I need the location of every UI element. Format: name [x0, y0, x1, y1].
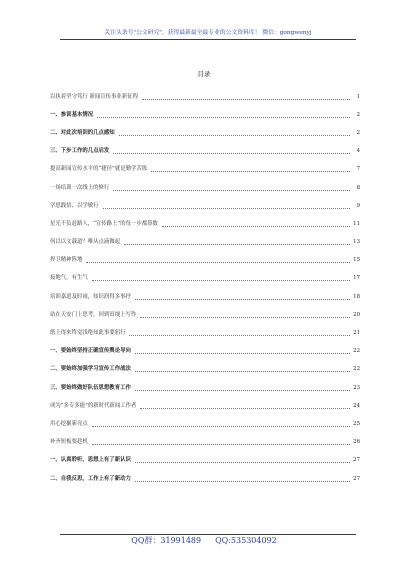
footer-qq-group: QQ群：31991489 [131, 536, 202, 545]
toc-entry-page: 22 [353, 366, 360, 373]
toc-entry-title: 一、要始终坚持正确宣传舆论导向 [50, 348, 131, 355]
toc-entry-page: 27 [353, 457, 360, 464]
toc-dot-leader [97, 117, 350, 118]
toc-entry-title: 二、要始终加强学习宣传工作战法 [50, 366, 131, 373]
toc-entry-title: 一、参训基本情况 [50, 111, 94, 118]
toc-entry-title: 二、对此次培训的几点感知 [50, 129, 115, 136]
table-of-contents [50, 88, 360, 488]
toc-entry[interactable] [50, 270, 360, 288]
footer-qq: QQ:535304092 [215, 536, 277, 545]
toc-entry[interactable] [50, 234, 360, 252]
toc-entry[interactable] [50, 288, 360, 306]
toc-dot-leader [92, 426, 350, 427]
toc-entry[interactable] [50, 361, 360, 379]
toc-entry-title: 接地气，有生气 [50, 275, 88, 282]
toc-entry[interactable] [50, 179, 360, 197]
toc-entry-page: 24 [353, 402, 360, 409]
toc-entry-title: 捍卫精神阵地 [50, 257, 83, 264]
toc-dot-leader [129, 335, 350, 336]
toc-dot-leader [92, 280, 350, 281]
toc-entry[interactable] [50, 161, 360, 179]
toc-entry[interactable] [50, 197, 360, 215]
toc-entry[interactable] [50, 324, 360, 342]
toc-entry-title: 二、自我反思，工作上有了新动力 [50, 475, 131, 482]
toc-dot-leader [135, 299, 350, 300]
toc-dot-leader [135, 481, 350, 482]
toc-entry[interactable] [50, 252, 360, 270]
toc-entry-title: 用心挖掘新亮点 [50, 420, 88, 427]
toc-entry-page: 25 [353, 420, 360, 427]
toc-entry-title: 纸上得来终觉浅绝知此事要躬行 [50, 330, 126, 337]
toc-dot-leader [135, 462, 350, 463]
toc-entry-page: 22 [353, 348, 360, 355]
toc-entry[interactable] [50, 434, 360, 452]
toc-entry-page: 1 [356, 93, 360, 100]
toc-entry-title: 一、认真聆听，思想上有了新认识 [50, 457, 131, 464]
toc-entry[interactable] [50, 215, 360, 233]
toc-dot-leader [119, 135, 350, 136]
toc-entry-page: 9 [356, 202, 360, 209]
toc-dot-leader [140, 317, 350, 318]
toc-dot-leader [151, 171, 350, 172]
header-divider [60, 39, 356, 40]
toc-dot-leader [135, 390, 350, 391]
toc-entry-title: 何以以文载道？唯从点滴做起 [50, 239, 121, 246]
header-banner: 关注头条号"公文研究"，获得最新最全最专业的公文资料库！ 微信：gongwenyj [104, 30, 312, 36]
toc-entry[interactable] [50, 143, 360, 161]
toc-dot-leader [135, 371, 350, 372]
toc-entry-page: 11 [353, 220, 360, 227]
toc-entry-title: 学思践悟、以学敏行 [50, 202, 99, 209]
footer-divider [60, 534, 356, 535]
toc-entry-title: 星光不负赶路人，“宣传路上”的每一步都算数 [50, 220, 158, 227]
toc-entry-title: 站在天安门上思考，回到田埂上写作 [50, 311, 137, 318]
toc-entry-page: 23 [353, 384, 360, 391]
toc-entry[interactable] [50, 470, 360, 488]
toc-entry[interactable] [50, 415, 360, 433]
toc-entry-title: 成为“多专多能”的新时代新闻工作者 [50, 402, 137, 409]
toc-dot-leader [142, 99, 350, 100]
footer [0, 536, 408, 546]
toc-entry-title: 一场培训一次线上的修行 [50, 184, 110, 191]
toc-dot-leader [140, 408, 350, 409]
toc-entry-title: 以执着坚守笃行 新闻宣传事业新征程 [50, 93, 138, 100]
toc-entry-title: 培训嘉道及时雨，知识润得多事抒 [50, 293, 131, 300]
toc-dot-leader [92, 444, 350, 445]
toc-entry-page: 4 [356, 148, 360, 155]
toc-entry-page: 17 [353, 275, 360, 282]
toc-dot-leader [135, 353, 350, 354]
toc-dot-leader [113, 153, 350, 154]
toc-entry[interactable] [50, 124, 360, 142]
toc-dot-leader [113, 190, 350, 191]
toc-entry-page: 2 [356, 129, 360, 136]
toc-entry-page: 21 [353, 330, 360, 337]
toc-entry-title: 三、下步工作的几点启发 [50, 148, 110, 155]
toc-entry[interactable] [50, 379, 360, 397]
toc-entry-title: 补齐短板要趁机 [50, 439, 88, 446]
toc-entry[interactable] [50, 106, 360, 124]
toc-entry-page: 8 [356, 184, 360, 191]
toc-entry-page: 13 [353, 239, 360, 246]
toc-entry-title: 提高新闻宣传水平的“捷径”就是勤学苦练 [50, 166, 148, 173]
toc-entry[interactable] [50, 397, 360, 415]
toc-entry-title: 三、要始终做好队伍思想教育工作 [50, 384, 131, 391]
toc-entry[interactable] [50, 343, 360, 361]
toc-entry-page: 7 [356, 166, 360, 173]
toc-entry-page: 27 [353, 475, 360, 482]
toc-dot-leader [124, 244, 350, 245]
toc-entry-page: 15 [353, 257, 360, 264]
toc-title: 目录 [197, 70, 211, 78]
toc-entry[interactable] [50, 306, 360, 324]
toc-entry-page: 2 [356, 111, 360, 118]
toc-entry-page: 20 [353, 311, 360, 318]
toc-entry-page: 26 [353, 439, 360, 446]
toc-dot-leader [103, 208, 350, 209]
toc-entry[interactable] [50, 452, 360, 470]
toc-dot-leader [86, 262, 350, 263]
toc-entry-page: 18 [353, 293, 360, 300]
toc-dot-leader [162, 226, 350, 227]
toc-entry[interactable] [50, 88, 360, 106]
